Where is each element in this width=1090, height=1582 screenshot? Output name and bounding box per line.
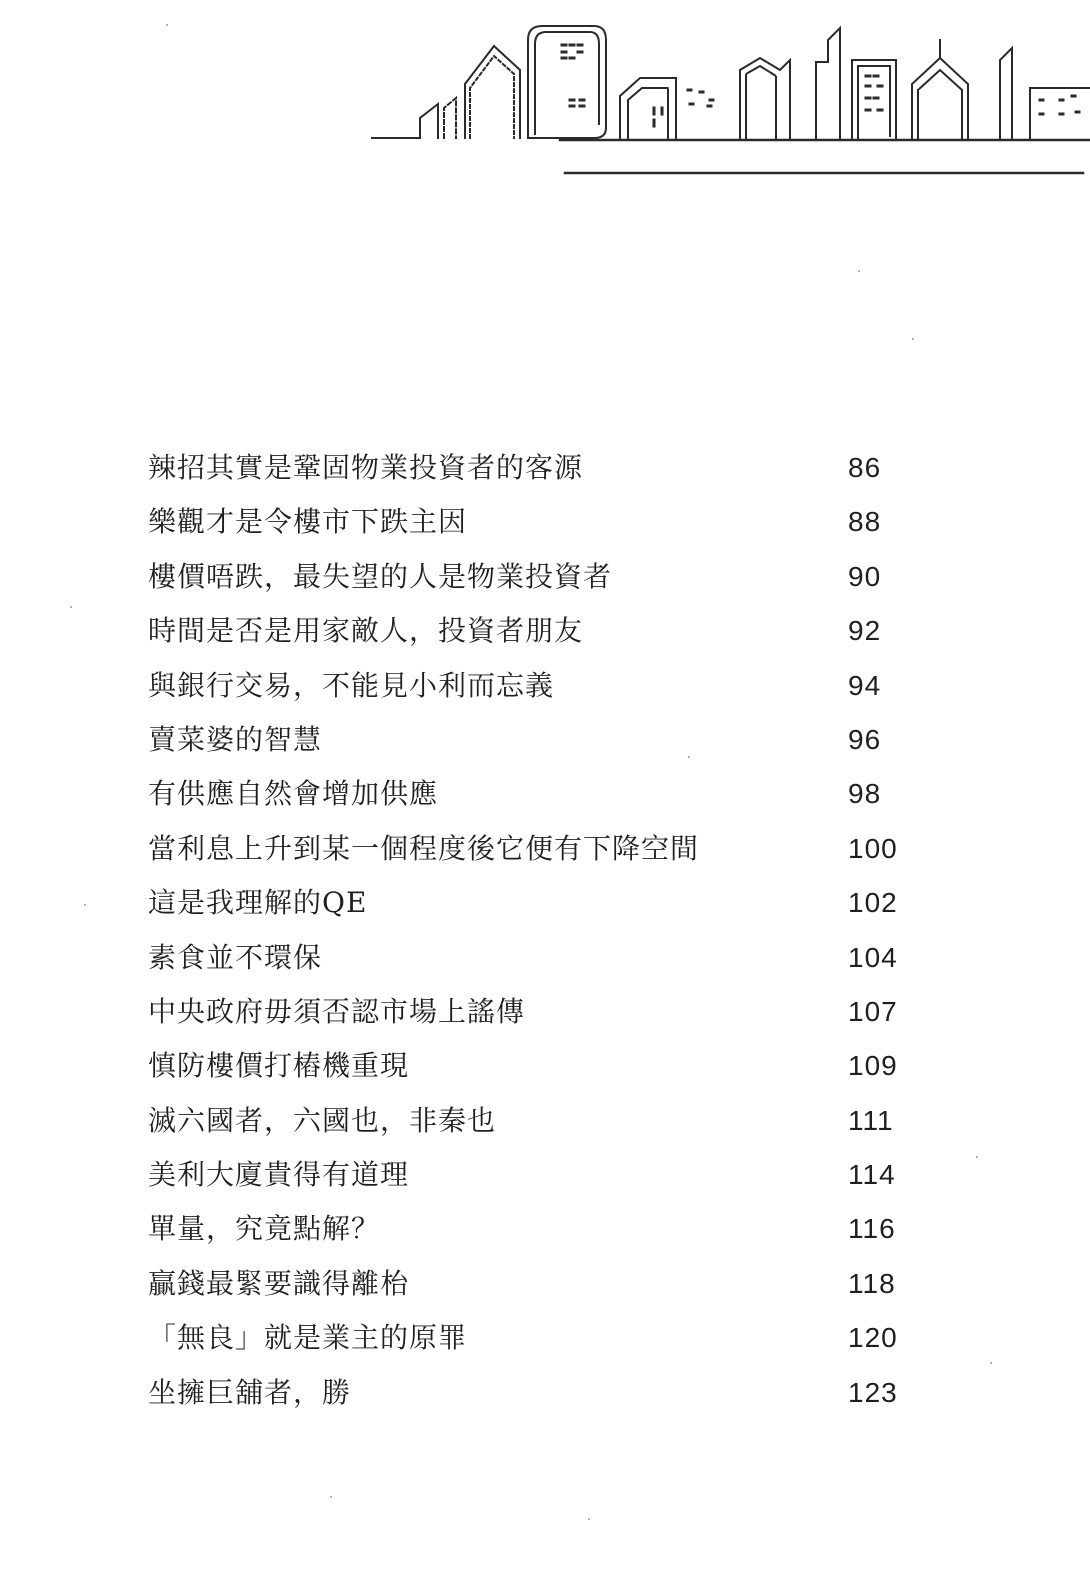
toc-entry-title: 當利息上升到某一個程度後它便有下降空間 bbox=[148, 831, 700, 865]
toc-entry bbox=[148, 767, 928, 821]
toc-entry-title: 賣菜婆的智慧 bbox=[148, 722, 323, 756]
toc-entry-title: 單量，究竟點解？ bbox=[148, 1212, 381, 1246]
toc-entry bbox=[148, 985, 928, 1039]
toc-entry-page: 116 bbox=[848, 1213, 896, 1245]
scan-speck bbox=[976, 1156, 978, 1158]
toc-entry-page: 111 bbox=[848, 1104, 894, 1136]
toc-entry-title: 慎防樓價打樁機重現 bbox=[148, 1049, 410, 1083]
toc-entry bbox=[148, 931, 928, 985]
toc-entry bbox=[148, 1202, 928, 1256]
toc-entry-title: 美利大廈貴得有道理 bbox=[148, 1158, 410, 1192]
scan-speck bbox=[688, 756, 690, 758]
toc-entry-page: 104 bbox=[848, 941, 898, 973]
scan-speck bbox=[990, 1362, 992, 1364]
toc-entry-page: 86 bbox=[848, 452, 882, 483]
toc-entry-title: 這是我理解的QE bbox=[148, 886, 368, 920]
toc-entry bbox=[148, 1148, 928, 1202]
toc-entry-page: 100 bbox=[848, 832, 898, 864]
toc-entry-page: 88 bbox=[848, 506, 882, 538]
toc-entry bbox=[148, 713, 928, 767]
toc-entry-page: 118 bbox=[848, 1267, 896, 1299]
toc-entry-page: 98 bbox=[848, 778, 882, 810]
toc-entry-title: 素食並不環保 bbox=[148, 940, 323, 974]
toc-entry-title: 滅六國者，六國也，非秦也 bbox=[148, 1103, 497, 1137]
scan-speck bbox=[912, 338, 914, 340]
scan-speck bbox=[858, 270, 860, 272]
toc-entry-title: 樓價唔跌，最失望的人是物業投資者 bbox=[148, 559, 613, 593]
table-of-contents bbox=[148, 441, 928, 1420]
toc-entry-title: 與銀行交易，不能見小利而忘義 bbox=[148, 668, 555, 702]
toc-entry bbox=[148, 1311, 928, 1365]
toc-entry-title: 贏錢最緊要識得離枱 bbox=[148, 1266, 410, 1300]
toc-entry-page: 123 bbox=[848, 1376, 898, 1408]
scan-speck bbox=[588, 1518, 590, 1520]
scan-speck bbox=[330, 1496, 332, 1498]
toc-entry-page: 120 bbox=[848, 1322, 898, 1354]
toc-entry bbox=[148, 550, 928, 604]
toc-entry-page: 107 bbox=[848, 995, 898, 1027]
toc-entry bbox=[148, 876, 928, 930]
city-skyline-icon bbox=[0, 0, 1090, 200]
toc-entry-page: 114 bbox=[848, 1159, 896, 1191]
toc-entry bbox=[148, 604, 928, 658]
toc-entry-title: 坐擁巨舖者，勝 bbox=[148, 1375, 352, 1409]
toc-entry-title: 辣招其實是鞏固物業投資者的客源 bbox=[148, 451, 584, 484]
toc-entry bbox=[148, 1094, 928, 1148]
toc-entry bbox=[148, 441, 928, 495]
toc-entry-page: 109 bbox=[848, 1050, 898, 1082]
scan-speck bbox=[84, 904, 86, 906]
toc-entry-title: 「無良」就是業主的原罪 bbox=[148, 1321, 468, 1355]
toc-entry bbox=[148, 495, 928, 549]
toc-entry-page: 102 bbox=[848, 887, 898, 919]
toc-entry-page: 92 bbox=[848, 615, 882, 647]
toc-entry-page: 90 bbox=[848, 560, 882, 592]
toc-entry-title: 有供應自然會增加供應 bbox=[148, 777, 439, 811]
toc-entry-page: 96 bbox=[848, 723, 882, 755]
toc-entry bbox=[148, 1257, 928, 1311]
toc-entry-title: 中央政府毋須否認市場上謠傳 bbox=[148, 994, 526, 1028]
toc-entry bbox=[148, 822, 928, 876]
toc-entry-title: 時間是否是用家敵人，投資者朋友 bbox=[148, 614, 584, 648]
toc-entry bbox=[148, 659, 928, 713]
toc-entry-page: 94 bbox=[848, 669, 882, 701]
scan-speck bbox=[166, 24, 168, 26]
toc-entry-title: 樂觀才是令樓市下跌主因 bbox=[148, 505, 468, 539]
toc-entry bbox=[148, 1366, 928, 1420]
scan-speck bbox=[70, 606, 72, 608]
toc-entry bbox=[148, 1039, 928, 1093]
